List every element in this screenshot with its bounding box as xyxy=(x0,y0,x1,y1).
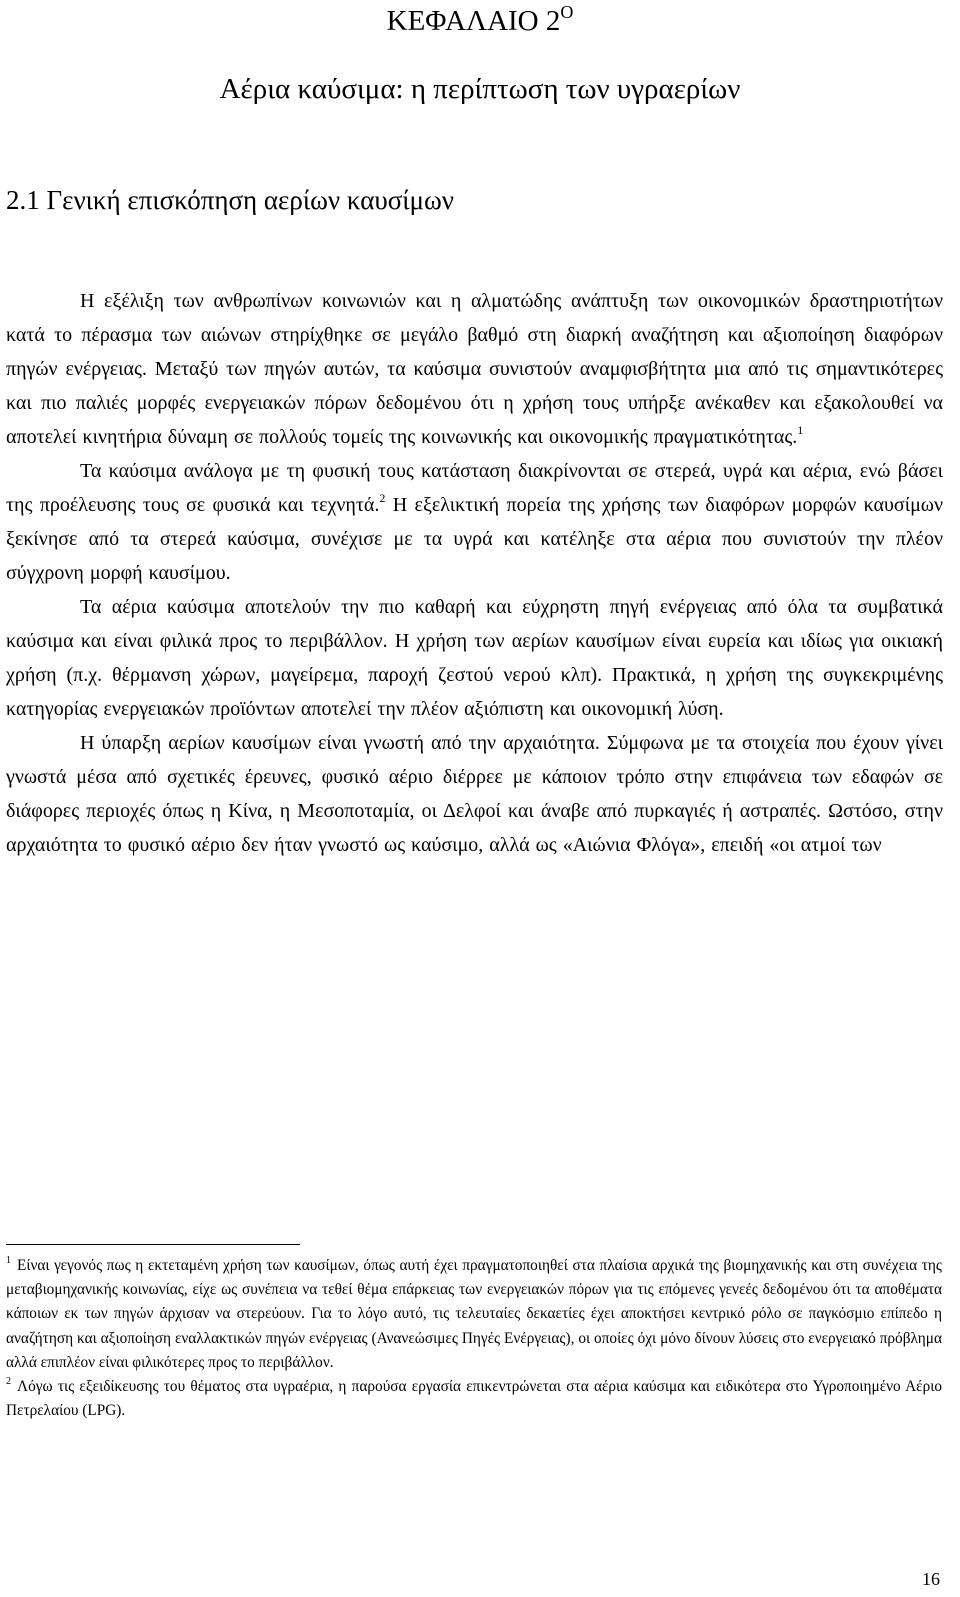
footnote-reference-1: 1 xyxy=(797,423,804,437)
body-text xyxy=(6,284,943,862)
footnote-1 xyxy=(6,1254,942,1375)
footnote-2-number: 2 xyxy=(6,1376,11,1388)
paragraph-2-text-b: Η εξελικτική πορεία της χρήσης των διαφόρων μορφών καυσίμων ξεκίνησε από τα στερεά καύσιμα, συνέχισε με τα υγρά και κατέληξε στα αέρια που συνιστούν την πλέον σύγχρονη μορφή καυσίμου. xyxy=(6,494,944,584)
footnote-1-text: Είναι γεγονός πως η εκτεταμένη χρήση των καυσίμων, όπως αυτή έχει πραγματοποιηθεί στα πλαίσια αρχικά της βιομηχανικής και στη συνέχεια της μεταβιομηχανικής κοινωνίας, είχε ως συνέπεια να τεθεί θέμα επάρκειας των ενεργειακών πόρων για τις επόμενες γενεές δεδομένου ότι τα αποθέματα κάποιων εκ των πηγών άρχισαν να στερεύουν. Για το λόγο αυτό, τις τελευταίες δεκαετίες έχει αποκτήσει κεντρικό ρόλο σε παγκόσμιο επίπεδο η αναζήτηση και αξιοποίηση εναλλακτικών πηγών ενέργειας (Ανανεώσιμες Πηγές Ενέργειας), οι οποίες όχι μόνο δίνουν λύσεις στο ενεργειακό πρόβλημα αλλά επιπλέον είναι φιλικότερες προς το περιβάλλον. xyxy=(6,1257,942,1371)
chapter-label-text: ΚΕΦΑΛΑΙΟ 2 xyxy=(386,5,561,37)
footnote-separator xyxy=(6,1244,300,1245)
footnotes xyxy=(6,1254,942,1423)
chapter-title: Αέρια καύσιμα: η περίπτωση των υγραερίων xyxy=(219,73,741,105)
footnote-1-number: 1 xyxy=(6,1255,11,1266)
paragraph-2 xyxy=(6,454,943,590)
footnote-2 xyxy=(6,1375,942,1423)
footnote-2-text: Λόγω τις εξειδίκευσης του θέματος στα υγραέρια, η παρούσα εργασία επικεντρώνεται στα αέρια καύσιμα και ειδικότερα στο Υγροποιημένο Αέριο Πετρελαίου (LPG). xyxy=(6,1378,942,1420)
paragraph-3: Τα αέρια καύσιμα αποτελούν την πιο καθαρή και εύχρηστη πηγή ενέργειας από όλα τα συμβατικά καύσιμα και είναι φιλικά προς το περιβάλλον. Η χρήση των αερίων καυσίμων είναι ευρεία και ιδίως για οικιακή χρήση (π.χ. θέρμανση χώρων, μαγείρεμα, παροχή ζεστού νερού κλπ). Πρακτικά, η χρήση της συγκεκριμένης κατηγορίας ενεργειακών προϊόντων αποτελεί την πλέον αξιόπιστη και οικονομική λύση. xyxy=(6,596,943,720)
section-heading: 2.1 Γενική επισκόπηση αερίων καυσίμων xyxy=(6,185,454,215)
paragraph-2-text-a: Τα καύσιμα ανάλογα με τη φυσική τους κατάσταση διακρίνονται σε στερεά, υγρά και αέρια, ενώ βάσει της προέλευσης τους σε φυσικά και τεχνητά. xyxy=(6,460,943,516)
chapter-label-superscript: Ο xyxy=(560,2,574,22)
footnote-reference-2: 2 xyxy=(379,491,386,505)
chapter-label xyxy=(0,4,960,38)
paragraph-1-text: Η εξέλιξη των ανθρωπίνων κοινωνιών και η αλματώδης ανάπτυξη των οικονομικών δραστηριοτήτων κατά το πέρασμα των αιώνων στηρίχθηκε σε μεγάλο βαθμό στη διαρκή αναζήτηση και αξιοποίηση διαφόρων πηγών ενέργειας. Μεταξύ των πηγών αυτών, τα καύσιμα συνιστούν αναμφισβήτητα μια από τις σημαντικότερες και πιο παλιές μορφές ενεργειακών πόρων δεδομένου ότι η χρήση τους υπήρξε ανέκαθεν και εξακολουθεί να αποτελεί κινητήρια δύναμη σε πολλούς τομείς της κοινωνικής και οικονομικής πραγματικότητας. xyxy=(6,290,943,448)
page-number: 16 xyxy=(922,1569,940,1589)
paragraph-4: Η ύπαρξη αερίων καυσίμων είναι γνωστή από την αρχαιότητα. Σύμφωνα με τα στοιχεία που έχουν γίνει γνωστά μέσα από σχετικές έρευνες, φυσικό αέριο διέρρεε με κάποιον τρόπο στην επιφάνεια των εδαφών σε διάφορες περιοχές όπως η Κίνα, η Μεσοποταμία, οι Δελφοί και άναβε από πυρκαγιές ή αστραπές. Ωστόσο, στην αρχαιότητα το φυσικό αέριο δεν ήταν γνωστό ως καύσιμο, αλλά ως «Αιώνια Φλόγα», επειδή «οι ατμοί των xyxy=(6,732,943,856)
paragraph-1 xyxy=(6,284,943,454)
